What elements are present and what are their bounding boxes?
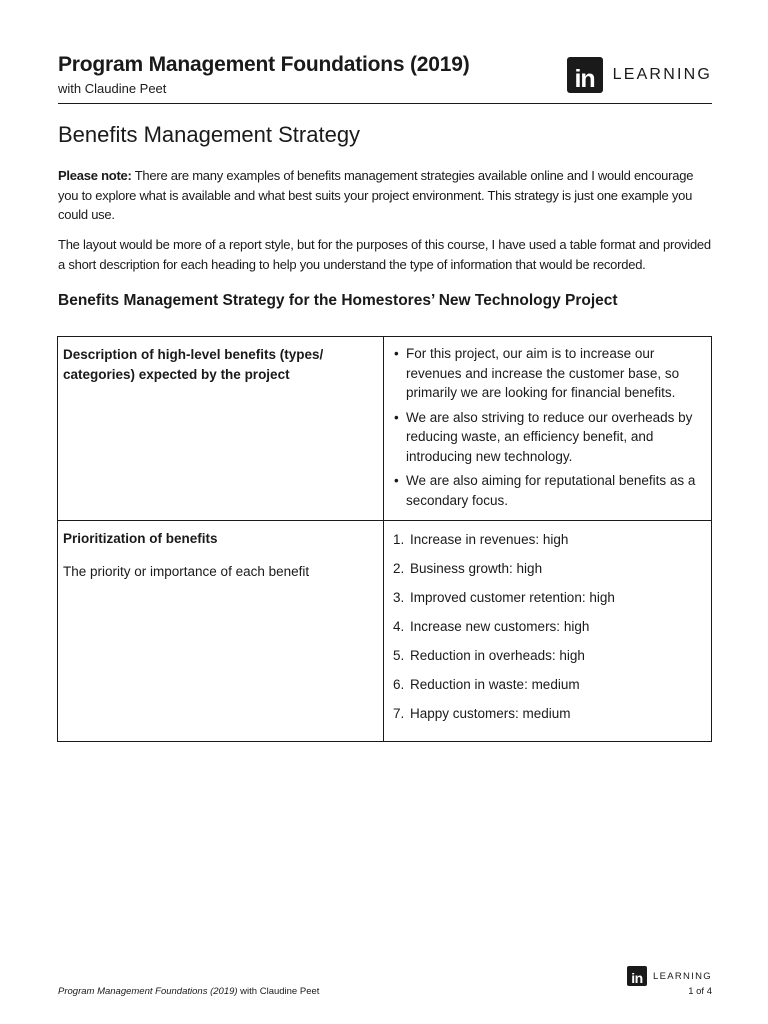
linkedin-in-icon: in	[627, 966, 647, 986]
item-text: Business growth: high	[410, 561, 543, 576]
item-number: 7.	[393, 706, 405, 721]
header-divider	[58, 103, 712, 104]
list-item	[393, 615, 701, 644]
list-item	[393, 528, 701, 557]
item-number: 1.	[393, 532, 405, 547]
list-item	[393, 702, 701, 731]
item-text: Happy customers: medium	[410, 706, 571, 721]
list-item	[393, 673, 701, 702]
priority-numbered-list	[393, 528, 701, 731]
note-text: There are many examples of benefits management strategies available online and I would encourage you to explore what is available and what best suits your project environment. This strategy is just one example you could use.	[58, 168, 694, 222]
table-row	[58, 521, 712, 742]
footer-linkedin-learning-logo	[627, 966, 712, 986]
footer-course-credit	[58, 986, 319, 997]
list-item	[393, 644, 701, 673]
item-number: 2.	[393, 561, 405, 576]
layout-paragraph: The layout would be more of a report style, but for the purposes of this course, I have used a table format and provided a short description for each heading to help you understand the type of information that would be recorded.	[58, 237, 711, 272]
note-label: Please note:	[58, 168, 132, 183]
item-number: 5.	[393, 648, 405, 663]
table-cell-content	[384, 337, 712, 521]
table-cell-label	[58, 337, 384, 521]
linkedin-learning-logo	[567, 57, 712, 93]
list-item	[393, 586, 701, 615]
item-number: 4.	[393, 619, 405, 634]
page-header	[58, 53, 712, 103]
linkedin-in-icon: in	[567, 57, 603, 93]
item-text: Improved customer retention: high	[410, 590, 615, 605]
item-text: Reduction in waste: medium	[410, 677, 580, 692]
course-title: Program Management Foundations (2019)	[58, 53, 470, 76]
list-item: • We are also aiming for reputational benefits as a secondary focus.	[393, 471, 701, 510]
item-text: Increase in revenues: high	[410, 532, 569, 547]
table-cell-content	[384, 521, 712, 742]
course-author: with Claudine Peet	[58, 81, 167, 96]
prioritization-title: Prioritization of benefits	[63, 531, 218, 546]
table-row	[58, 337, 712, 521]
prioritization-description: The priority or importance of each benefit	[63, 563, 310, 579]
logo-wordmark: LEARNING	[612, 66, 712, 83]
item-number: 3.	[393, 590, 405, 605]
item-text: Increase new customers: high	[410, 619, 590, 634]
table-heading: Benefits Management Strategy for the Homestores’ New Technology Project	[58, 292, 618, 309]
footer-course-author: with Claudine Peet	[237, 986, 320, 997]
strategy-table	[57, 336, 712, 742]
list-item: • For this project, our aim is to increase our revenues and increase the customer base, so primarily we are looking for financial benefits.	[393, 344, 701, 403]
table-cell-label	[58, 521, 384, 742]
list-item	[393, 557, 701, 586]
note-paragraph	[58, 166, 714, 225]
benefits-description-title: Description of high-level benefits (types/ categories) expected by the project	[63, 347, 324, 382]
footer-logo-wordmark: LEARNING	[653, 970, 712, 982]
item-text: Reduction in overheads: high	[410, 648, 585, 663]
benefits-bullet-list	[393, 344, 701, 510]
page-number: 1 of 4	[688, 986, 712, 997]
section-title: Benefits Management Strategy	[58, 122, 361, 147]
footer-course-title: Program Management Foundations (2019)	[58, 986, 238, 997]
list-item: • We are also striving to reduce our overheads by reducing waste, an efficiency benefit, and introducing new technology.	[393, 408, 701, 467]
item-number: 6.	[393, 677, 405, 692]
